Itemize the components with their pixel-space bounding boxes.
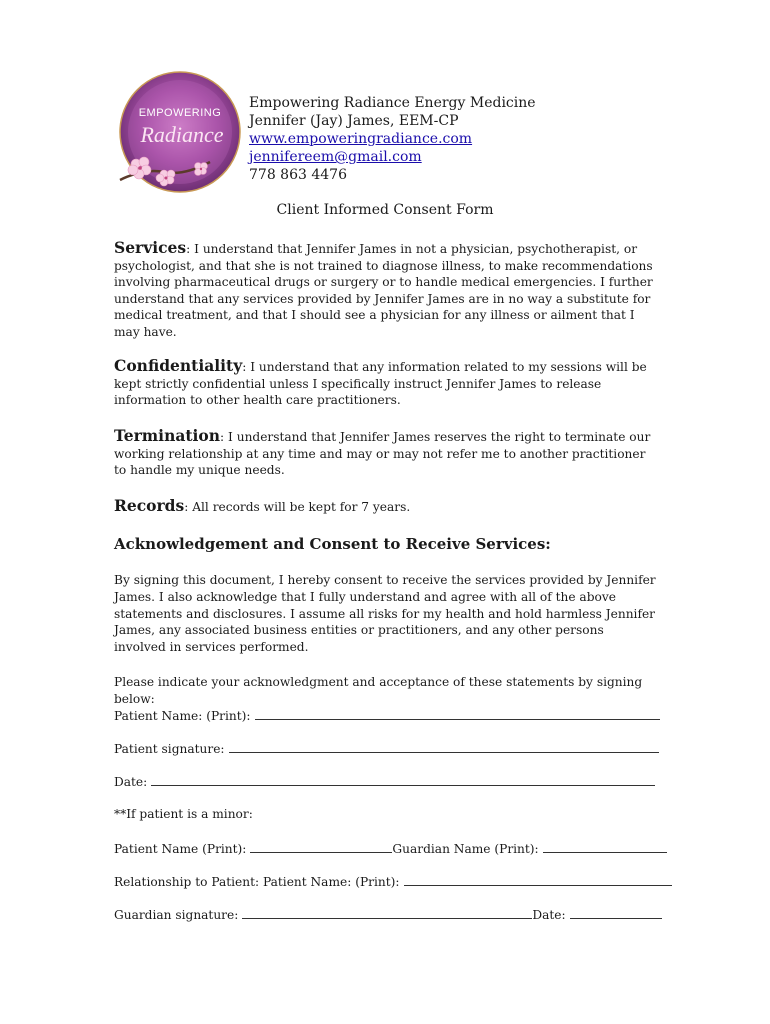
records-heading: Records (114, 496, 185, 515)
patient-name-label: Patient Name: (Print): (114, 709, 251, 723)
relationship-label: Relationship to Patient: Patient Name: (Print): (114, 875, 400, 889)
termination-heading: Termination (114, 426, 221, 445)
acknowledgement-paragraph: By signing this document, I hereby consent to receive the services provided by Jennifer James. I also acknowledge that I fully understand and agree with all of the above statements and disclosures. I assume all risks for my health and hold harmless Jennifer James, any associated business entities or practitioners, and any other persons involved in services performed. (114, 573, 656, 655)
guardian-signature-label: Guardian signature: (114, 908, 239, 922)
relationship-field[interactable] (114, 874, 672, 889)
confidentiality-heading: Confidentiality (114, 356, 243, 375)
services-text: : I understand that Jennifer James in not a physician, psychotherapist, or psychologist, and that she is not trained to diagnose illness, to make recommendations involving pharmaceutical drugs or surgery or to handle medical emergencies. I further understand that any services provided by Jennifer James are in no way a substitute for medical treatment, and that I should see a physician for any illness or ailment that I may have. (114, 242, 653, 339)
minor-patient-name-label: Patient Name (Print): (114, 842, 247, 856)
date-label: Date: (114, 775, 148, 789)
guardian-name-line[interactable] (543, 841, 667, 853)
patient-signature-label: Patient signature: (114, 742, 225, 756)
guardian-date-line[interactable] (570, 907, 662, 919)
practitioner-name: Jennifer (Jay) James, EEM-CP (249, 113, 459, 129)
signing-instruction: Please indicate your acknowledgment and acceptance of these statements by signing below: (114, 675, 643, 706)
business-name: Empowering Radiance Energy Medicine (249, 95, 536, 111)
minor-names-field[interactable] (114, 841, 667, 856)
guardian-name-label: Guardian Name (Print): (392, 842, 539, 856)
logo-graphic (114, 70, 246, 198)
website-link[interactable]: www.empoweringradiance.com (249, 131, 473, 147)
patient-name-field[interactable] (114, 708, 660, 723)
date-line[interactable] (151, 774, 655, 786)
date-field[interactable] (114, 774, 655, 789)
patient-name-line[interactable] (255, 708, 660, 720)
minor-note (114, 807, 253, 821)
guardian-date-label: Date: (532, 908, 566, 922)
records-text: : All records will be kept for 7 years. (184, 500, 411, 514)
logo-text-main: Radiance (140, 122, 224, 147)
form-title: Client Informed Consent Form (276, 202, 494, 218)
contact-header (249, 94, 536, 184)
guardian-signature-field[interactable] (114, 907, 662, 922)
termination-section (114, 428, 659, 479)
confidentiality-text: : I understand that any information related to my sessions will be kept strictly confidential unless I specifically instruct Jennifer James to release information to other health care practitioners. (114, 360, 647, 408)
patient-signature-line[interactable] (229, 741, 659, 753)
confidentiality-section (114, 358, 659, 409)
services-section (114, 240, 659, 341)
acknowledgement-title: Acknowledgement and Consent to Receive Services: (114, 535, 551, 553)
guardian-signature-line[interactable] (242, 907, 532, 919)
minor-patient-name-line[interactable] (250, 841, 392, 853)
services-heading: Services (114, 238, 187, 257)
logo-text-top: EMPOWERING (138, 107, 222, 119)
records-section (114, 498, 659, 516)
relationship-line[interactable] (404, 874, 672, 886)
empowering-radiance-logo (114, 70, 246, 198)
minor-note-text: **If patient is a minor: (114, 807, 253, 821)
termination-text: : I understand that Jennifer James reserves the right to terminate our working relationship at any time and may or may not refer me to another practitioner to handle my unique needs. (114, 430, 651, 478)
patient-signature-field[interactable] (114, 741, 659, 756)
phone-number: 778 863 4476 (249, 167, 347, 183)
email-link[interactable]: jennifereem@gmail.com (249, 149, 422, 165)
